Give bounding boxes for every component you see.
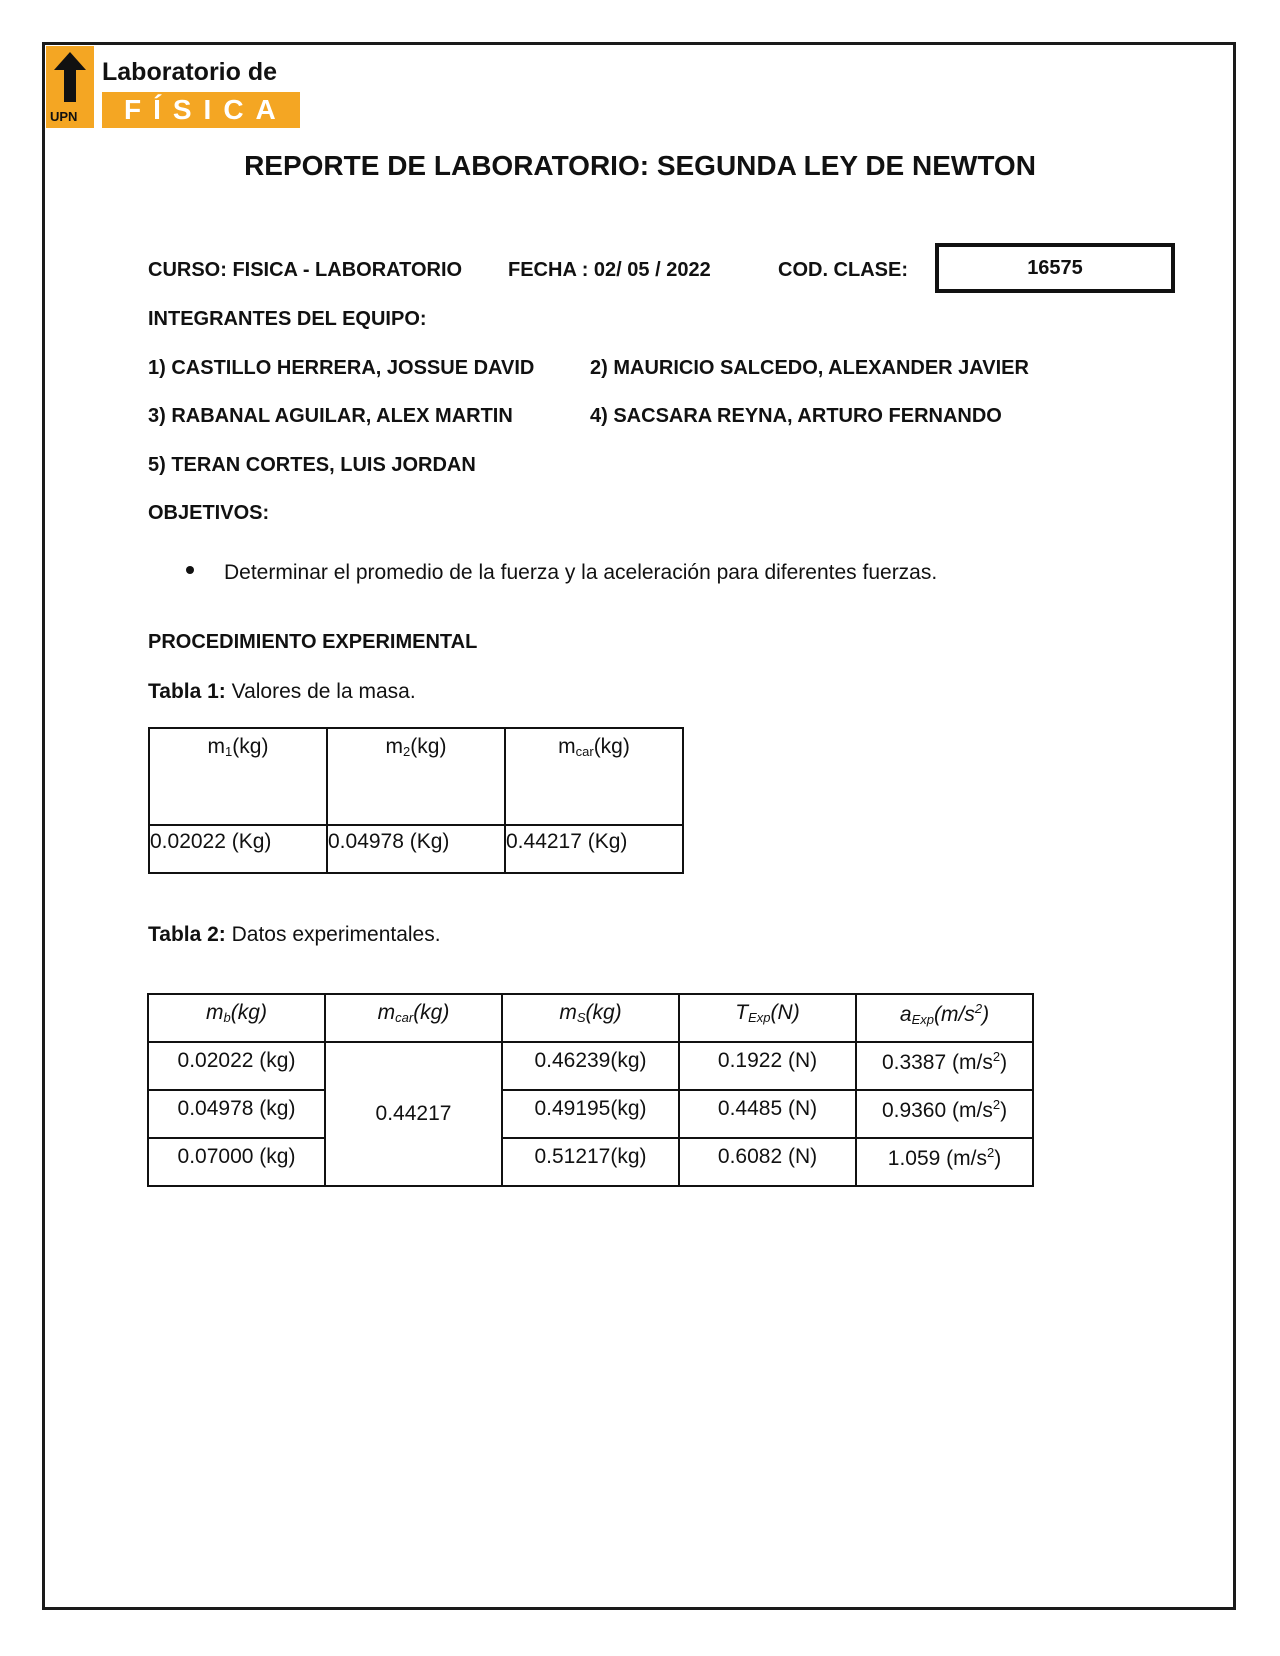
objetivos-label: OBJETIVOS:	[148, 502, 270, 524]
tabla1-caption-text: Valores de la masa.	[225, 680, 416, 703]
procedimiento-heading: PROCEDIMIENTO EXPERIMENTAL	[148, 631, 478, 653]
table-cell: 0.46239(kg)	[502, 1042, 679, 1090]
table-cell: 0.49195(kg)	[502, 1090, 679, 1138]
table-cell: 0.02022 (Kg)	[149, 825, 327, 873]
table-header-cell: $T_{Exp}(N)$	[679, 994, 856, 1042]
member-item: 2) MAURICIO SALCEDO, ALEXANDER JAVIER	[590, 357, 1029, 379]
table-cell: 0.3387 $(m/s^2)$	[856, 1042, 1033, 1090]
tabla2-caption-text: Datos experimentales.	[225, 923, 441, 946]
tabla1	[148, 727, 684, 874]
table-header-cell: $a_{Exp}(m/s^2)$	[856, 994, 1033, 1042]
table-cell: 0.04978 (Kg)	[327, 825, 505, 873]
table-cell: 0.02022 (kg)	[148, 1042, 325, 1090]
table-cell: 0.4485 (N)	[679, 1090, 856, 1138]
tabla1-caption-bold: Tabla 1:	[148, 680, 226, 703]
table-cell: 0.04978 (kg)	[148, 1090, 325, 1138]
member-item: 4) SACSARA REYNA, ARTURO FERNANDO	[590, 405, 1002, 427]
table-cell: 1.059 $(m/s^2)$	[856, 1138, 1033, 1186]
table-header-cell: $m_1(kg)$	[149, 728, 327, 825]
integrantes-label: INTEGRANTES DEL EQUIPO:	[148, 308, 427, 330]
table-header-cell: $m_2(kg)$	[327, 728, 505, 825]
cod-clase-label: COD. CLASE:	[778, 259, 908, 281]
curso-label: CURSO: FISICA - LABORATORIO	[148, 259, 463, 281]
table-cell: 0.6082 (N)	[679, 1138, 856, 1186]
table-header-cell: $m_{car}(kg)$	[325, 994, 502, 1042]
table-cell: 0.1922 (N)	[679, 1042, 856, 1090]
bullet-icon	[186, 566, 194, 574]
table-cell: 0.51217(kg)	[502, 1138, 679, 1186]
lab-logo	[46, 46, 302, 128]
tabla1-caption	[148, 680, 416, 704]
table-row	[148, 1138, 1033, 1186]
table-row	[148, 1042, 1033, 1090]
table-header-cell: $m_b(kg)$	[148, 994, 325, 1042]
table-cell: 0.07000 (kg)	[148, 1138, 325, 1186]
upn-text: UPN	[50, 109, 78, 124]
table-cell-mcar: 0.44217	[325, 1042, 502, 1186]
logo-line1: Laboratorio de	[102, 58, 278, 86]
cod-clase-value: 16575	[935, 243, 1175, 293]
fisica-banner	[102, 92, 300, 128]
table-header-cell: $m_S(kg)$	[502, 994, 679, 1042]
member-item: 3) RABANAL AGUILAR, ALEX MARTIN	[148, 405, 513, 427]
arrow-up-icon	[50, 50, 90, 104]
tabla2	[147, 993, 1034, 1187]
table-cell: 0.9360 $(m/s^2)$	[856, 1090, 1033, 1138]
member-item: 1) CASTILLO HERRERA, JOSSUE DAVID	[148, 357, 535, 379]
fecha-label: FECHA : 02/ 05 / 2022	[508, 259, 711, 281]
page-title: REPORTE DE LABORATORIO: SEGUNDA LEY DE NEWTON	[244, 150, 1036, 181]
logo-line2: FÍSICA	[124, 94, 288, 125]
tabla2-caption-bold: Tabla 2:	[148, 923, 226, 946]
table-header-cell: $m_{car}(kg)$	[505, 728, 683, 825]
table-row	[148, 1090, 1033, 1138]
table-cell: 0.44217 (Kg)	[505, 825, 683, 873]
objetivo-item: Determinar el promedio de la fuerza y la aceleración para diferentes fuerzas.	[224, 561, 938, 584]
upn-badge	[46, 46, 94, 128]
member-item: 5) TERAN CORTES, LUIS JORDAN	[148, 454, 476, 476]
tabla2-caption	[148, 923, 441, 947]
